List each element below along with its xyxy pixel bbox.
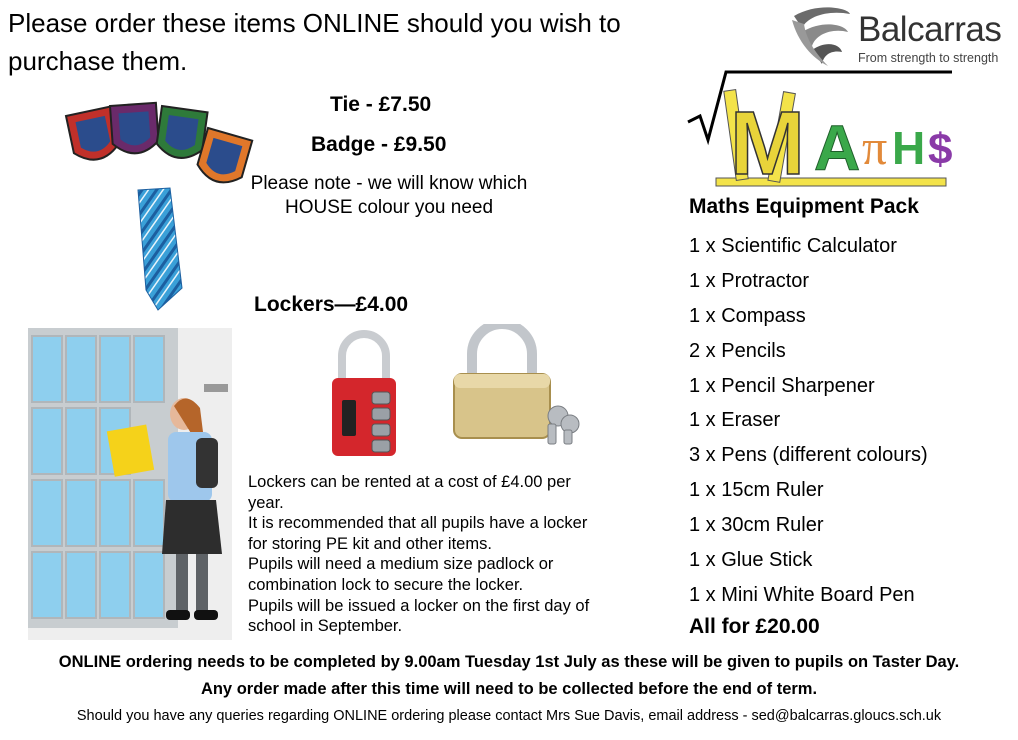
- locker-info-line: Pupils will be issued a locker on the first day of school in September.: [248, 596, 590, 636]
- badge-green: [155, 106, 207, 161]
- locker-info-line: Pupils will need a medium size padlock or combination lock to secure the locker.: [248, 555, 554, 594]
- list-item: 1 x Protractor: [689, 269, 810, 292]
- lockers-title: Lockers—£4.00: [254, 293, 409, 316]
- logo-tagline: From strength to strength: [858, 51, 999, 65]
- locker-info-line: It is recommended that all pupils have a locker for storing PE kit and other items.: [248, 514, 588, 553]
- logo-name: Balcarras: [858, 10, 1002, 49]
- combination-padlock-icon: [328, 330, 400, 458]
- locker-photo: [28, 328, 232, 640]
- maths-pack-list: [689, 229, 928, 613]
- list-item: 1 x Mini White Board Pen: [689, 583, 915, 606]
- locker-info: [248, 472, 593, 637]
- list-item: 1 x 15cm Ruler: [689, 479, 824, 502]
- keys-icon: [548, 406, 579, 444]
- page-heading: Please order these items ONLINE should you wish to purchase them.: [8, 8, 621, 76]
- maths-logo: [686, 70, 958, 188]
- list-item: 1 x 30cm Ruler: [689, 514, 824, 537]
- svg-text:A: A: [814, 112, 861, 184]
- tie: [138, 188, 182, 310]
- list-item: 1 x Compass: [689, 304, 806, 327]
- late-order-note: Any order made after this time will need to be collected before the end of term.: [200, 680, 818, 698]
- locker-info-line: Lockers can be rented at a cost of £4.00 per year.: [248, 473, 571, 512]
- list-item: 2 x Pencils: [689, 339, 786, 362]
- tie-price: Tie - £7.50: [330, 93, 432, 116]
- maths-pack-price: All for £20.00: [689, 615, 820, 638]
- list-item: 1 x Scientific Calculator: [689, 235, 897, 257]
- svg-text:π: π: [862, 119, 888, 175]
- list-item: 3 x Pens (different colours): [689, 444, 928, 467]
- house-colour-note: Please note - we will know which HOUSE colour you need: [250, 173, 528, 218]
- brass-padlock-icon: [446, 324, 582, 446]
- swirl-logo-icon: [788, 2, 858, 68]
- maths-pack-title: Maths Equipment Pack: [689, 195, 919, 218]
- list-item: 1 x Pencil Sharpener: [689, 374, 875, 397]
- deadline-note: ONLINE ordering needs to be completed by 9.00am Tuesday 1st July as these will be given to pupils on Taster Day.: [58, 653, 960, 671]
- badge-price: Badge - £9.50: [311, 133, 447, 156]
- svg-text:M: M: [730, 94, 801, 188]
- svg-text:$: $: [928, 125, 953, 174]
- list-item: 1 x Glue Stick: [689, 549, 813, 572]
- svg-text:H: H: [892, 122, 926, 174]
- list-item: 1 x Eraser: [689, 409, 781, 432]
- contact-note: Should you have any queries regarding ONLINE ordering please contact Mrs Sue Davis, email address - sed@balcarras.gloucs.sch.uk: [76, 708, 942, 724]
- badge-purple: [110, 103, 159, 155]
